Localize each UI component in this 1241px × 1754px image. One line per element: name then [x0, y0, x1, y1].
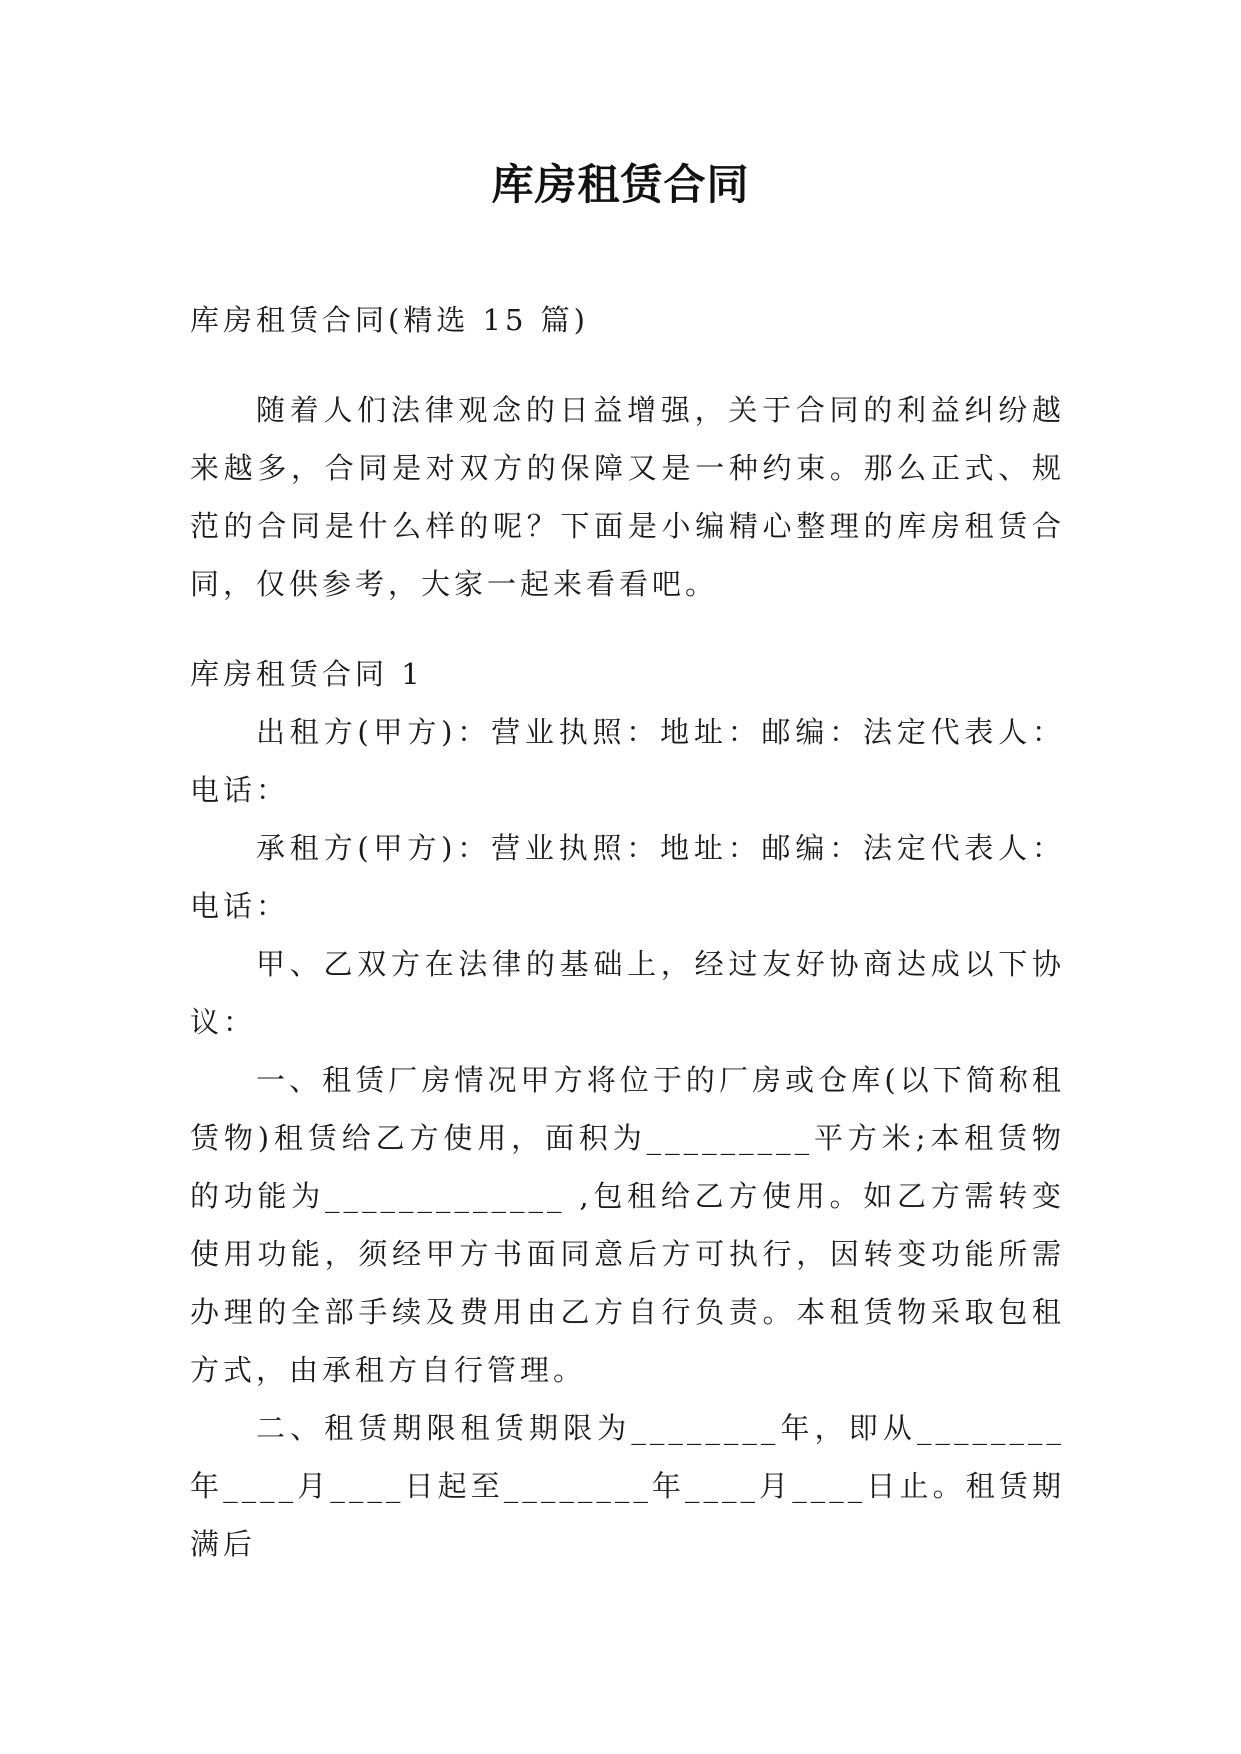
document-subtitle: 库房租赁合同(精选 15 篇) — [190, 303, 589, 337]
clause-1-paragraph: 一、租赁厂房情况甲方将位于的厂房或仓库(以下简称租赁物)租赁给乙方使用，面积为_________平方米;本租赁物的功能为_____________ ,包租给乙方使用。如乙方需转变使用功能，须经甲方书面同意后方可执行，因转变功能所需办理的全部手续及费用由乙方自行负责。本租赁物采取包租方式，由承租方自行管理。 — [190, 1063, 1065, 1387]
agreement-paragraph: 甲、乙双方在法律的基础上，经过友好协商达成以下协议： — [190, 947, 1065, 1039]
section-heading: 库房租赁合同 1 — [190, 657, 424, 691]
lessor-info-paragraph: 出租方(甲方)：营业执照：地址：邮编：法定代表人：电话： — [190, 715, 1065, 807]
document-title: 库房租赁合同 — [491, 160, 750, 209]
lessee-info-paragraph: 承租方(甲方)：营业执照：地址：邮编：法定代表人：电话： — [190, 831, 1065, 923]
clause-2-paragraph: 二、租赁期限租赁期限为________年，即从________年____月____日起至________年____月____日止。租赁期满后 — [190, 1411, 1065, 1561]
intro-paragraph: 随着人们法律观念的日益增强，关于合同的利益纠纷越来越多，合同是对双方的保障又是一种约束。那么正式、规范的合同是什么样的呢？下面是小编精心整理的库房租赁合同，仅供参考，大家一起来看看吧。 — [190, 393, 1065, 601]
document-body — [190, 291, 1065, 1573]
